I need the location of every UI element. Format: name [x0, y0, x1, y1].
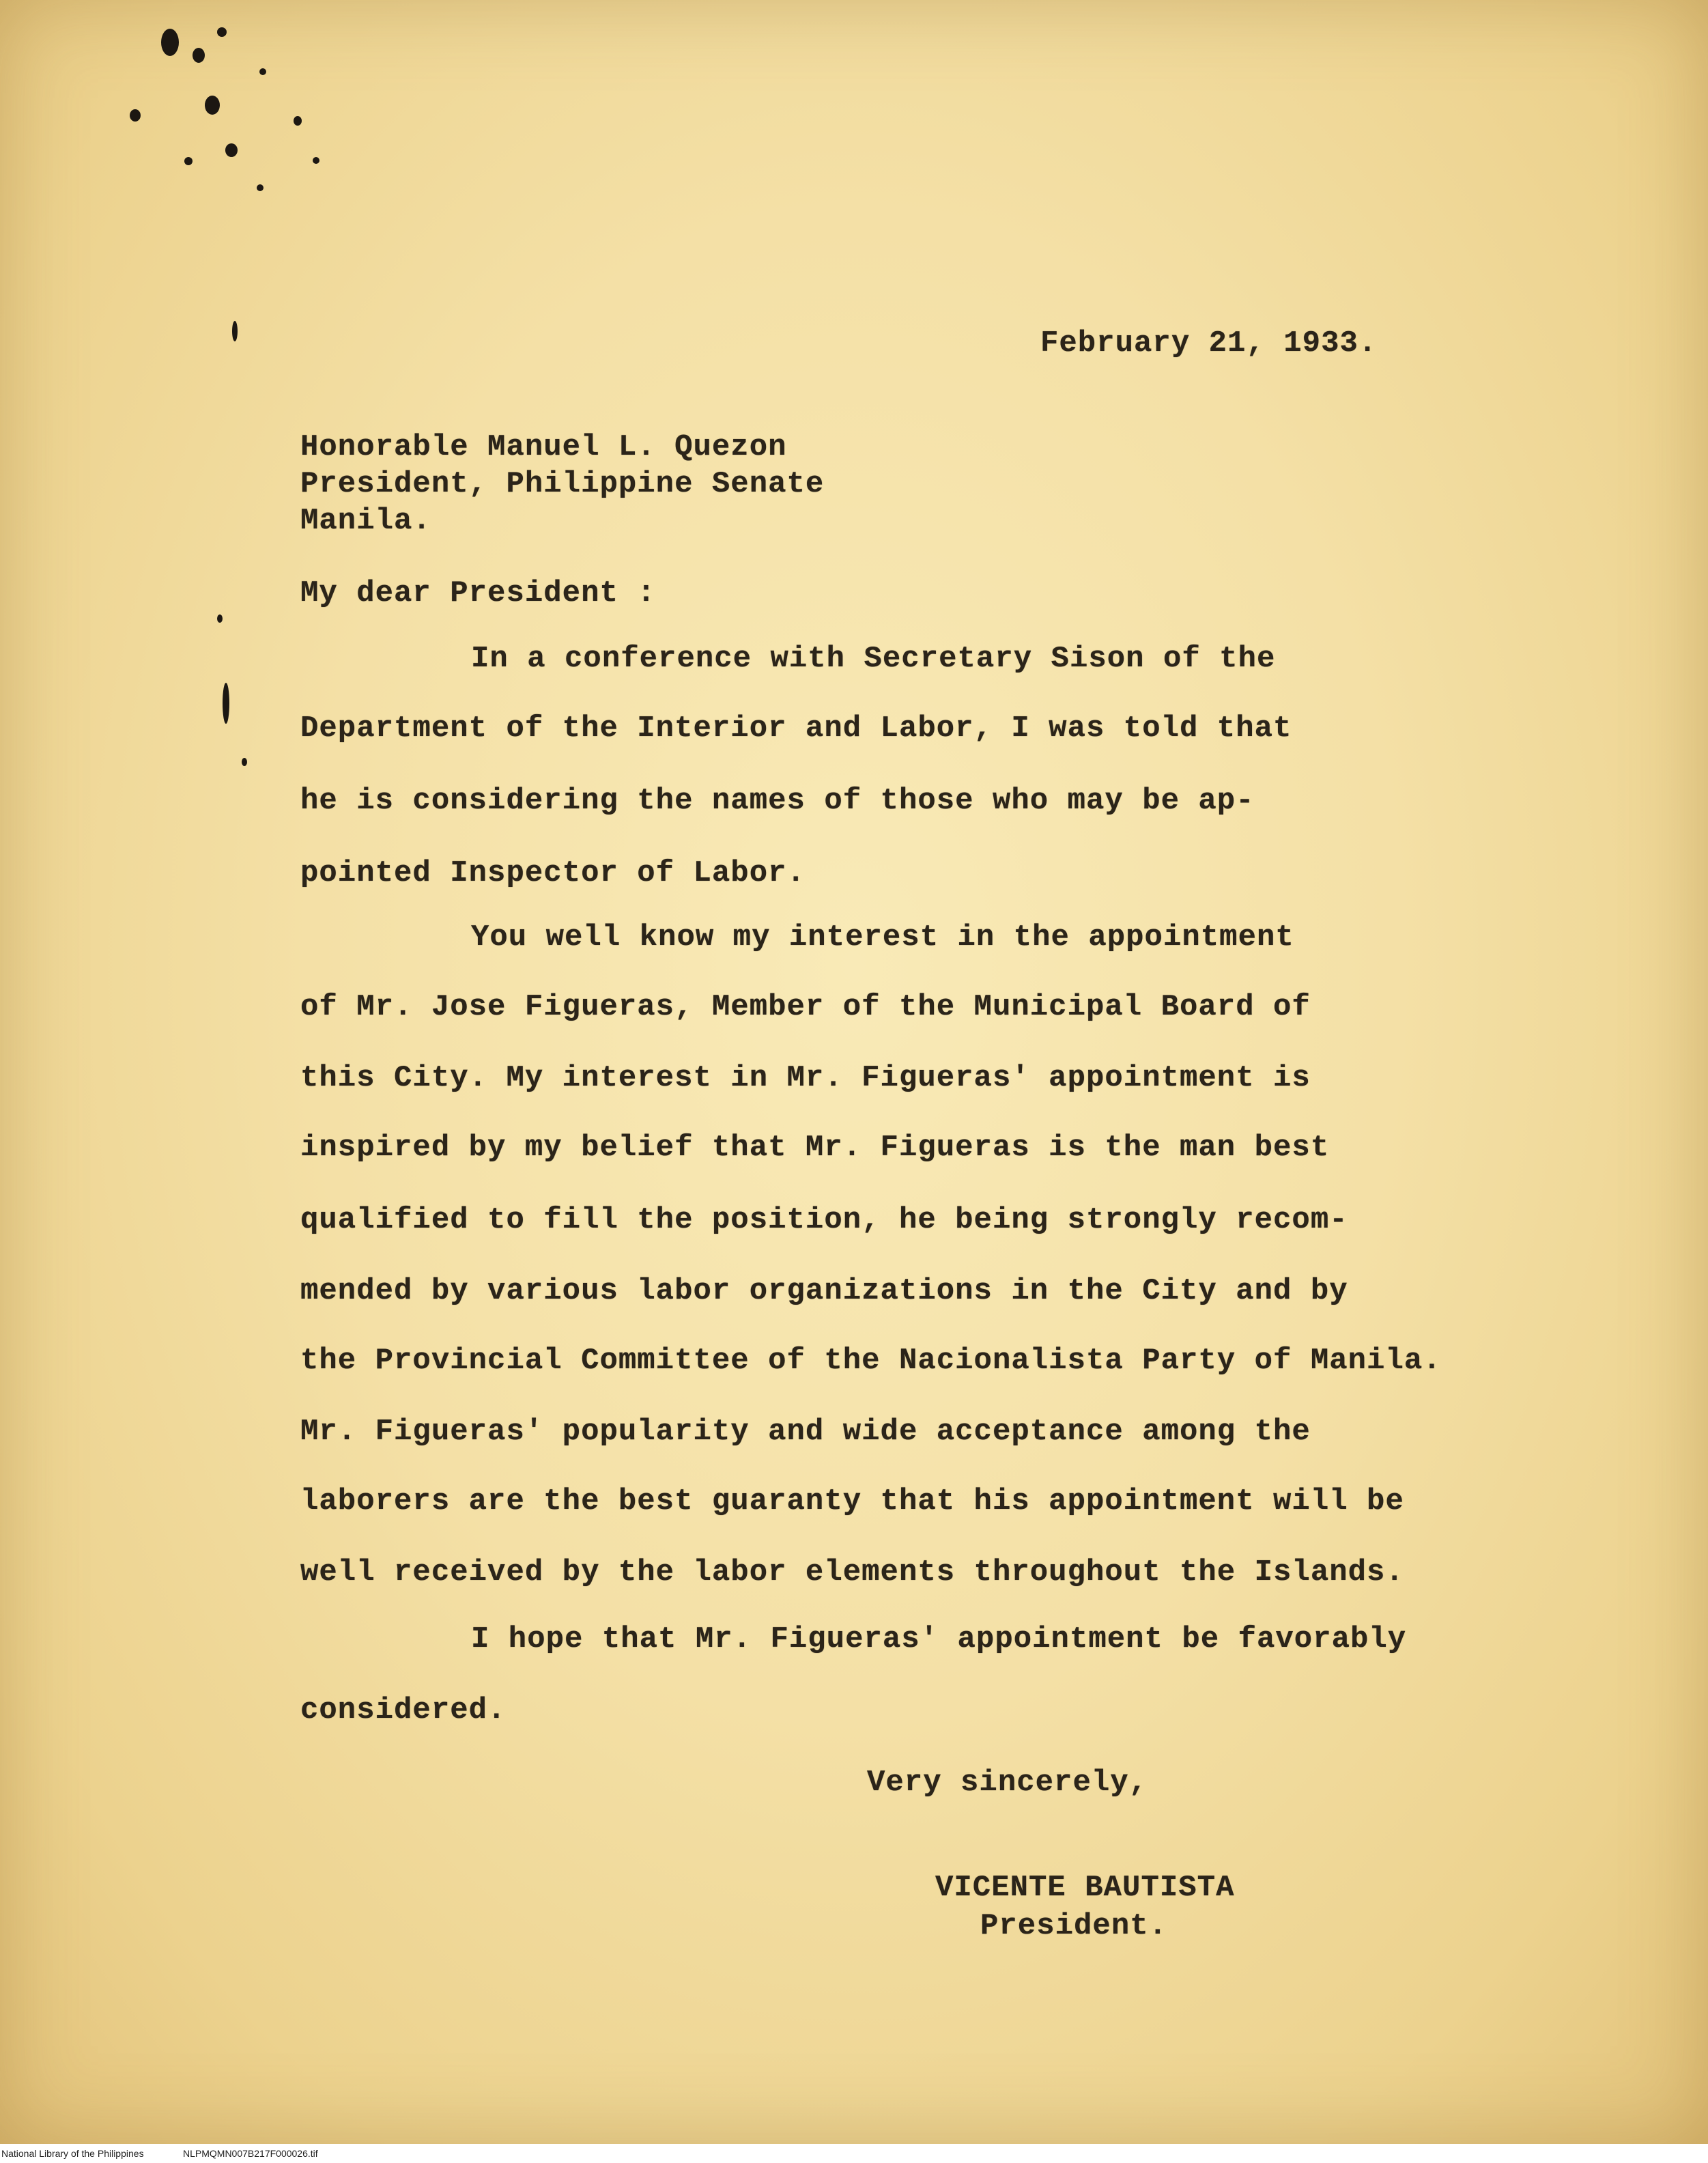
paragraph-2-line: laborers are the best guaranty that his appointment will be: [300, 1484, 1404, 1518]
footer-file-id: NLPMQMN007B217F000026.tif: [183, 2148, 318, 2159]
paragraph-1-line: Department of the Interior and Labor, I was told that: [300, 711, 1292, 746]
scan-footer: [0, 2144, 1708, 2163]
ink-blot: [259, 68, 266, 75]
ink-blot: [257, 184, 264, 191]
ink-blot: [193, 48, 205, 63]
signatory-title: President.: [980, 1909, 1168, 1943]
ink-blot: [184, 157, 193, 165]
paragraph-3-line: considered.: [300, 1693, 507, 1727]
ink-blot: [217, 614, 223, 623]
salutation: My dear President :: [300, 576, 656, 610]
paragraph-2-line: You well know my interest in the appointment: [471, 920, 1294, 955]
ink-blot: [205, 96, 220, 115]
ink-blot: [242, 758, 247, 766]
paragraph-2-line: of Mr. Jose Figueras, Member of the Municipal Board of: [300, 990, 1311, 1024]
paragraph-1-line: pointed Inspector of Labor.: [300, 856, 806, 890]
ink-blot: [225, 143, 238, 157]
signatory-name: VICENTE BAUTISTA: [935, 1871, 1235, 1905]
ink-blot: [294, 116, 302, 126]
paragraph-1-line: In a conference with Secretary Sison of the: [471, 642, 1276, 676]
paragraph-2-line: inspired by my belief that Mr. Figueras is the man best: [300, 1131, 1330, 1165]
paragraph-2-line: Mr. Figueras' popularity and wide acceptance among the: [300, 1415, 1311, 1449]
ink-blot: [217, 27, 227, 37]
recipient-name: Honorable Manuel L. Quezon: [300, 430, 787, 464]
ink-blot: [130, 109, 141, 122]
ink-blot: [161, 29, 179, 56]
paragraph-2-line: the Provincial Committee of the Nacionalista Party of Manila.: [300, 1344, 1442, 1378]
paragraph-2-line: qualified to fill the position, he being strongly recom-: [300, 1203, 1348, 1237]
paragraph-1-line: he is considering the names of those who may be ap-: [300, 784, 1255, 818]
closing: Very sincerely,: [867, 1766, 1148, 1800]
ink-blot: [313, 157, 319, 164]
paragraph-3-line: I hope that Mr. Figueras' appointment be favorably: [471, 1622, 1407, 1656]
ink-blot: [232, 321, 238, 341]
footer-library-name: National Library of the Philippines: [1, 2148, 144, 2159]
paragraph-2-line: well received by the labor elements throughout the Islands.: [300, 1555, 1404, 1589]
letter-date: February 21, 1933.: [1040, 326, 1378, 360]
ink-blot: [223, 683, 229, 724]
paragraph-2-line: this City. My interest in Mr. Figueras' appointment is: [300, 1061, 1311, 1095]
paragraph-2-line: mended by various labor organizations in the City and by: [300, 1274, 1348, 1308]
recipient-title: President, Philippine Senate: [300, 467, 825, 501]
recipient-city: Manila.: [300, 504, 431, 538]
